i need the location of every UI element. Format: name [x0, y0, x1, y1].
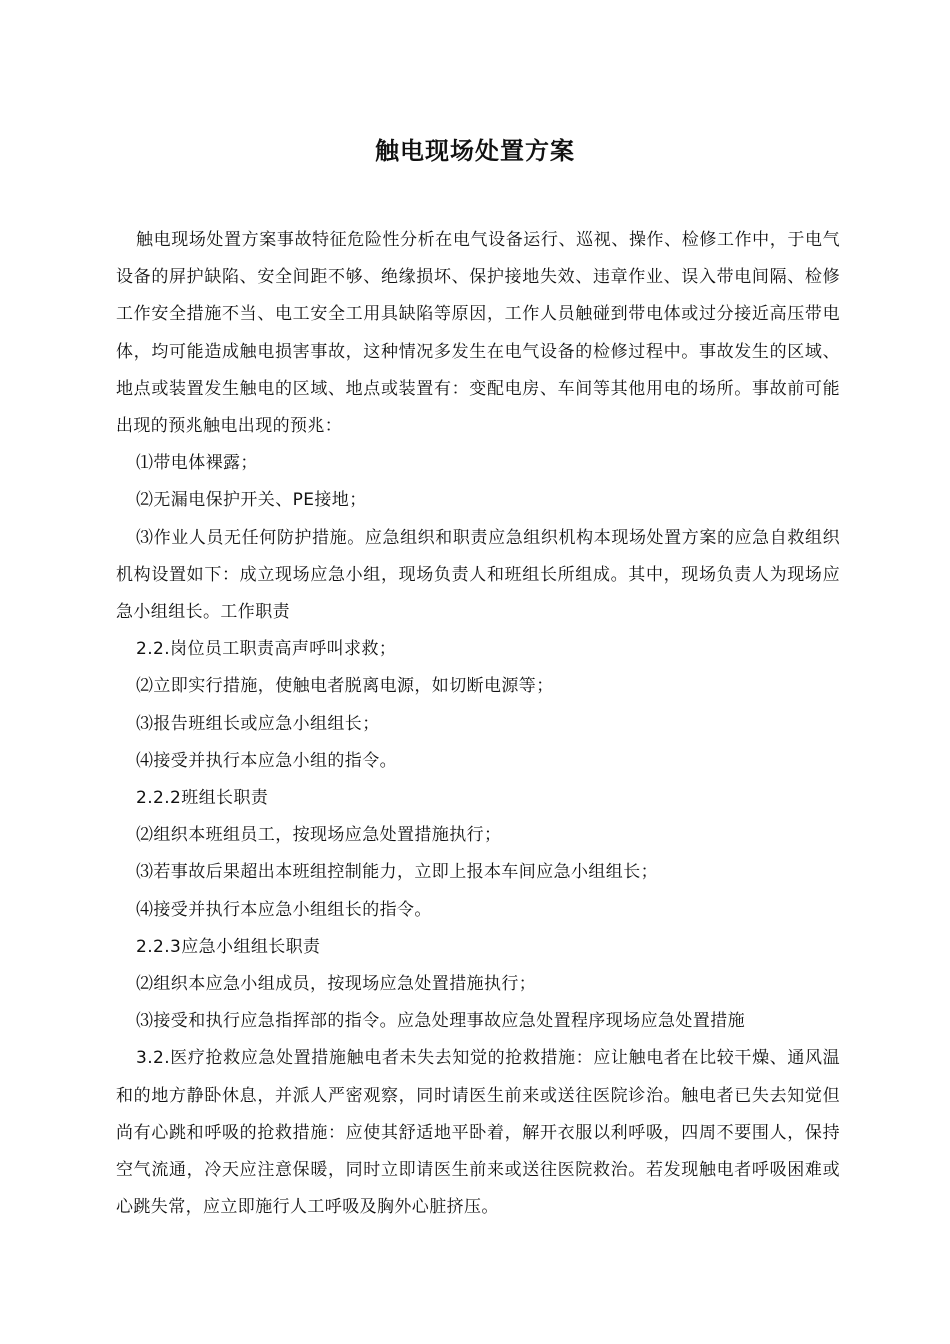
paragraph-intro: 触电现场处置方案事故特征危险性分析在电气设备运行、巡视、操作、检修工作中，于电气设备的屏护缺陷、安全间距不够、绝缘损坏、保护接地失效、违章作业、误入带电间隔、检修工作安全措施不当、电工安全工用具缺陷等原因，工作人员触碰到带电体或过分接近高压带电体，均可能造成触电损害事故，这种情况多发生在电气设备的检修过程中。事故发生的区域、地点或装置发生触电的区域、地点或装置有：变配电房、车间等其他用电的场所。事故前可能出现的预兆触电出现的预兆： — [116, 230, 840, 437]
paragraph-item: ⑴带电体裸露； — [136, 453, 258, 474]
paragraph-item: ⑶接受和执行应急指挥部的指令。应急处理事故应急处置程序现场应急处置措施 — [136, 1011, 745, 1032]
paragraph-item: ⑶若事故后果超出本班组控制能力，立即上报本车间应急小组组长； — [136, 862, 658, 883]
paragraph-item: 3.2.医疗抢救应急处置措施触电者未失去知觉的抢救措施：应让触电者在比较干燥、通风温和的地方静卧休息，并派人严密观察，同时请医生前来或送往医院诊治。触电者已失去知觉但尚有心跳和呼吸的抢救措施：应使其舒适地平卧着，解开衣服以利呼吸，四周不要围人，保持空气流通，冷天应注意保暖，同时立即请医生前来或送往医院救治。若发现触电者呼吸困难或心跳失常，应立即施行人工呼吸及胸外心脏挤压。 — [116, 1048, 840, 1218]
paragraph-item: ⑶报告班组长或应急小组组长； — [136, 713, 380, 734]
paragraph-item: ⑵立即实行措施，使触电者脱离电源，如切断电源等； — [136, 676, 554, 697]
paragraph-heading: 2.2.3应急小组组长职责 — [136, 936, 321, 957]
document-body — [116, 222, 840, 1226]
document-title: 触电现场处置方案 — [375, 137, 575, 165]
paragraph-item: ⑵组织本应急小组成员，按现场应急处置措施执行； — [136, 974, 537, 995]
paragraph-item: ⑵组织本班组员工，按现场应急处置措施执行； — [136, 825, 502, 846]
paragraph-item: 2.2.岗位员工职责高声呼叫求救； — [136, 639, 397, 660]
paragraph-heading: 2.2.2班组长职责 — [136, 788, 269, 809]
paragraph-item: ⑵无漏电保护开关、PE接地； — [136, 490, 367, 511]
paragraph-item: ⑷接受并执行本应急小组组长的指令。 — [136, 899, 432, 920]
paragraph-item: ⑷接受并执行本应急小组的指令。 — [136, 750, 397, 771]
paragraph-item: ⑶作业人员无任何防护措施。应急组织和职责应急组织机构本现场处置方案的应急自救组织机构设置如下：成立现场应急小组，现场负责人和班组长所组成。其中，现场负责人为现场应急小组组长。工作职责 — [116, 527, 840, 623]
